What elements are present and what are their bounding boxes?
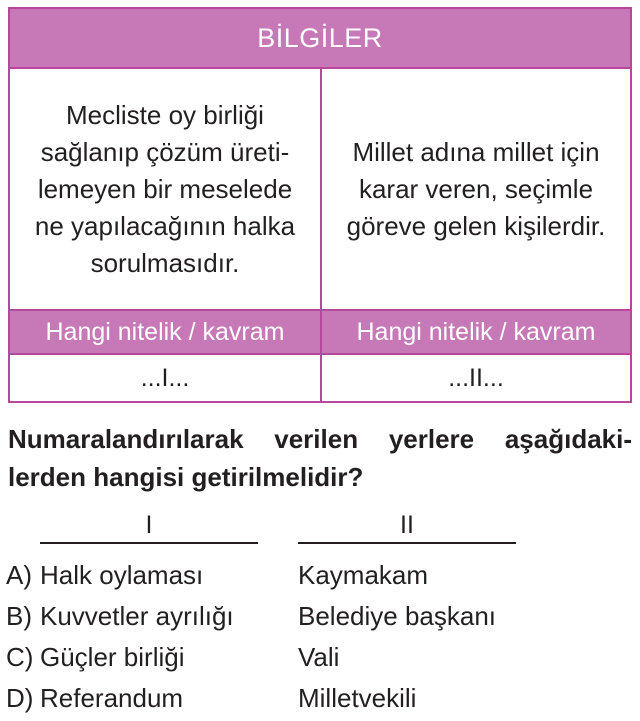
- right-line-2: karar veren, seçimle: [358, 173, 594, 204]
- right-line-1: Millet adına millet için: [352, 136, 600, 167]
- label-right: Hangi nitelik / kavram: [356, 317, 596, 346]
- blank-right: ...II...: [448, 363, 504, 392]
- option-letter: B): [6, 601, 32, 631]
- left-line-1: Mecliste oy birliği: [66, 99, 264, 130]
- blank-left: ...I...: [140, 363, 190, 392]
- option-first: Güçler birliği: [40, 642, 185, 672]
- option-letter: C): [6, 642, 34, 672]
- option-second: Belediye başkanı: [298, 601, 497, 631]
- left-line-5: sorulmasıdır.: [90, 247, 240, 278]
- question-text: [8, 420, 632, 496]
- option-first: Kuvvetler ayrılığı: [40, 601, 234, 631]
- option-second: Milletvekili: [298, 683, 417, 713]
- question-line-1: Numaralandırılarak verilen yerlere aşağıdaki-: [8, 424, 632, 454]
- question-line-2: lerden hangisi getirilmelidir?: [8, 462, 364, 492]
- option-first: Referandum: [40, 683, 184, 713]
- column-header-1: I: [40, 510, 258, 544]
- option-second: Kaymakam: [298, 560, 429, 590]
- option-letter: A): [6, 560, 32, 590]
- definition-cell-left: [10, 69, 320, 309]
- right-line-3: göreve gelen kişilerdir.: [346, 210, 606, 241]
- label-left: Hangi nitelik / kavram: [45, 317, 285, 346]
- left-line-4: ne yapılacağının halka: [34, 210, 296, 241]
- option-letter: D): [6, 683, 34, 713]
- option-second: Vali: [298, 642, 340, 672]
- column-header-2: II: [298, 510, 516, 544]
- info-table: [8, 7, 632, 403]
- table-title: BİLGİLER: [10, 9, 630, 69]
- definition-cell-right: [322, 69, 630, 309]
- left-line-2: sağlanıp çözüm üreti-: [40, 136, 290, 167]
- label-row: [10, 309, 630, 355]
- left-line-3: lemeyen bir meselede: [37, 173, 293, 204]
- option-first: Halk oylaması: [40, 560, 204, 590]
